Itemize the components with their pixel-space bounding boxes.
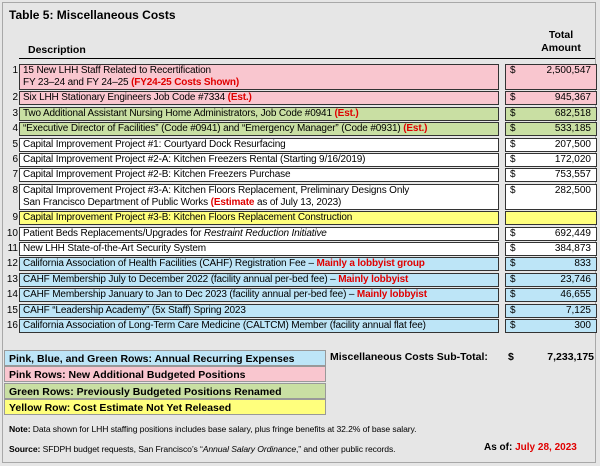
total-amount-column-header bbox=[534, 29, 588, 55]
row-amount: 7,125 bbox=[565, 304, 591, 316]
legend-item-pink: Pink Rows: New Additional Budgeted Positions bbox=[4, 366, 326, 382]
row-amount: 46,655 bbox=[560, 289, 591, 301]
source-label: Source: bbox=[9, 444, 41, 454]
footnote bbox=[9, 424, 416, 434]
source-text-b: ,” and other public records. bbox=[296, 444, 396, 454]
row-amount-cell bbox=[505, 122, 597, 136]
row-description bbox=[19, 91, 499, 105]
currency-symbol: $ bbox=[510, 92, 516, 104]
row-description bbox=[19, 257, 499, 271]
row-number: 2 bbox=[12, 92, 18, 104]
description-line bbox=[23, 320, 498, 332]
table-row bbox=[0, 319, 598, 333]
description-line bbox=[23, 274, 498, 286]
currency-symbol: $ bbox=[510, 243, 516, 254]
description-highlight: (Est.) bbox=[227, 92, 252, 104]
table-row bbox=[0, 64, 598, 90]
currency-symbol: $ bbox=[510, 65, 516, 76]
table-row bbox=[0, 153, 598, 167]
row-amount-cell bbox=[505, 168, 597, 182]
row-number: 15 bbox=[6, 304, 18, 316]
description-line bbox=[23, 169, 498, 181]
description-line bbox=[23, 289, 498, 301]
row-description bbox=[19, 153, 499, 167]
row-amount-cell bbox=[505, 153, 597, 167]
description-highlight: Mainly a lobbyist group bbox=[316, 258, 425, 270]
table-row bbox=[0, 184, 598, 210]
row-amount: 23,746 bbox=[560, 273, 591, 285]
table-row bbox=[0, 273, 598, 287]
row-amount-cell bbox=[505, 288, 597, 302]
row-amount-cell bbox=[505, 257, 597, 271]
row-number: 16 bbox=[6, 320, 18, 331]
row-amount: 692,449 bbox=[554, 227, 591, 239]
description-line bbox=[23, 212, 498, 224]
header-rule bbox=[19, 58, 595, 59]
row-number: 1 bbox=[12, 65, 18, 76]
table-row bbox=[0, 242, 598, 256]
table-row bbox=[0, 122, 598, 136]
source-line bbox=[9, 444, 395, 454]
row-amount-cell bbox=[505, 138, 597, 152]
description-line bbox=[23, 305, 498, 317]
source-text-a: SFDPH budget requests, San Francisco’s “ bbox=[40, 444, 203, 454]
description-line bbox=[23, 108, 498, 120]
legend-item-blue: Pink, Blue, and Green Rows: Annual Recurring Expenses bbox=[4, 350, 326, 366]
total-header-line1: Total bbox=[548, 29, 574, 41]
row-amount-cell bbox=[505, 211, 597, 225]
description-line bbox=[23, 185, 498, 197]
description-line bbox=[23, 154, 498, 166]
currency-symbol: $ bbox=[510, 169, 516, 181]
row-amount: 207,500 bbox=[554, 138, 591, 150]
description-text: FY 23–24 and FY 24–25 bbox=[23, 77, 132, 88]
row-amount-cell bbox=[505, 273, 597, 287]
description-text: California Association of Long-Term Care Medicine (CALTCM) Member (facility annual flat fee) bbox=[23, 320, 426, 331]
row-amount: 282,500 bbox=[554, 184, 591, 196]
description-highlight: Mainly lobbyist bbox=[338, 273, 409, 285]
row-number: 13 bbox=[6, 273, 18, 285]
row-number: 4 bbox=[12, 123, 18, 135]
note-label: Note: bbox=[9, 424, 31, 434]
source-italic: Annual Salary Ordinance bbox=[202, 444, 296, 454]
description-line bbox=[23, 243, 498, 255]
legend-item-green: Green Rows: Previously Budgeted Positions Renamed bbox=[4, 383, 326, 399]
description-text: Capital Improvement Project #3-A: Kitchen Floors Replacement, Preliminary Designs Only bbox=[23, 184, 410, 196]
description-line bbox=[23, 123, 498, 135]
table-title: Table 5: Miscellaneous Costs bbox=[9, 8, 176, 22]
description-line bbox=[23, 228, 498, 240]
description-line bbox=[23, 92, 498, 104]
row-description bbox=[19, 211, 499, 225]
row-number: 10 bbox=[6, 227, 18, 239]
description-text: CAHF Membership July to December 2022 (facility annual per-bed fee) – bbox=[23, 273, 339, 285]
legend-item-yellow: Yellow Row: Cost Estimate Not Yet Released bbox=[4, 399, 326, 415]
row-description bbox=[19, 288, 499, 302]
row-description bbox=[19, 184, 499, 210]
description-line bbox=[23, 77, 498, 89]
row-number: 7 bbox=[12, 169, 18, 181]
description-text: CAHF “Leadership Academy” (5x Staff) Spring 2023 bbox=[23, 304, 246, 316]
description-text: Capital Improvement Project #1: Courtyard Dock Resurfacing bbox=[23, 138, 286, 150]
table-row bbox=[0, 91, 598, 105]
description-text: “Executive Director of Facilities” (Code #0941) and “Emergency Manager” (Code #0931) bbox=[23, 123, 404, 135]
description-text: 15 New LHH Staff Related to Recertification bbox=[23, 65, 211, 76]
row-amount: 533,185 bbox=[554, 123, 591, 135]
row-amount: 833 bbox=[574, 258, 591, 270]
row-amount-cell bbox=[505, 242, 597, 256]
row-description bbox=[19, 242, 499, 256]
row-description bbox=[19, 168, 499, 182]
row-description bbox=[19, 273, 499, 287]
row-amount-cell bbox=[505, 64, 597, 90]
subtotal-amount: 7,233,175 bbox=[547, 351, 594, 363]
row-number: 11 bbox=[7, 243, 18, 254]
as-of-date bbox=[484, 442, 577, 453]
description-text: Patient Beds Replacements/Upgrades for bbox=[23, 227, 204, 239]
description-highlight: (Estimate bbox=[210, 196, 255, 208]
description-text: Capital Improvement Project #2-B: Kitchen Freezers Purchase bbox=[23, 169, 291, 181]
description-text: Six LHH Stationary Engineers Job Code #7334 bbox=[23, 92, 228, 104]
description-text: Capital Improvement Project #2-A: Kitchen Freezers Rental (Starting 9/16/2019) bbox=[23, 154, 366, 165]
description-text: New LHH State-of-the-Art Security System bbox=[23, 243, 206, 254]
table-row bbox=[0, 211, 598, 225]
row-number: 8 bbox=[12, 184, 18, 196]
total-header-line2: Amount bbox=[541, 42, 581, 54]
row-amount-cell bbox=[505, 227, 597, 241]
as-of-value: July 28, 2023 bbox=[515, 442, 577, 453]
currency-symbol: $ bbox=[510, 289, 516, 301]
table-row bbox=[0, 168, 598, 182]
subtotal-label: Miscellaneous Costs Sub-Total: bbox=[330, 351, 488, 363]
description-highlight: (Est.) bbox=[403, 123, 428, 135]
description-highlight: (FY24-25 Costs Shown) bbox=[131, 77, 240, 88]
currency-symbol: $ bbox=[510, 138, 516, 150]
description-text: California Association of Health Facilities (CAHF) Registration Fee – bbox=[23, 258, 317, 270]
description-text: San Francisco Department of Public Works bbox=[23, 196, 211, 208]
row-number: 3 bbox=[12, 107, 18, 119]
description-highlight: (Est.) bbox=[334, 107, 359, 119]
table-row bbox=[0, 288, 598, 302]
currency-symbol: $ bbox=[510, 184, 516, 196]
row-amount-cell bbox=[505, 304, 597, 318]
description-text: CAHF Membership January to Jan to Dec 2023 (facility annual per-bed fee) – bbox=[23, 289, 357, 301]
row-number: 9 bbox=[12, 212, 18, 224]
currency-symbol: $ bbox=[510, 320, 516, 331]
description-text: Two Additional Assistant Nursing Home Administrators, Job Code #0941 bbox=[23, 107, 335, 119]
row-description bbox=[19, 64, 499, 90]
description-highlight: Mainly lobbyist bbox=[356, 289, 427, 301]
row-amount-cell bbox=[505, 184, 597, 210]
currency-symbol: $ bbox=[510, 123, 516, 135]
row-number: 12 bbox=[6, 258, 18, 270]
currency-symbol: $ bbox=[510, 154, 516, 165]
row-amount: 682,518 bbox=[554, 107, 591, 119]
currency-symbol: $ bbox=[510, 258, 516, 270]
row-number: 5 bbox=[12, 138, 18, 150]
table-row bbox=[0, 304, 598, 318]
row-description bbox=[19, 122, 499, 136]
note-text: Data shown for LHH staffing positions includes base salary, plus fringe benefits at 32.2% of base salary. bbox=[30, 424, 417, 434]
description-line bbox=[23, 258, 498, 270]
row-amount: 172,020 bbox=[554, 154, 591, 165]
description-text: Capital Improvement Project #3-B: Kitchen Floors Replacement Construction bbox=[23, 212, 353, 224]
row-description bbox=[19, 107, 499, 121]
subtotal-currency: $ bbox=[508, 351, 514, 363]
row-description bbox=[19, 138, 499, 152]
row-amount-cell bbox=[505, 91, 597, 105]
row-amount-cell bbox=[505, 319, 597, 333]
row-amount: 300 bbox=[574, 320, 591, 331]
row-amount: 384,873 bbox=[554, 243, 591, 254]
row-amount: 945,367 bbox=[554, 92, 591, 104]
currency-symbol: $ bbox=[510, 273, 516, 285]
description-italic: Restraint Reduction Initiative bbox=[203, 227, 327, 239]
table-row bbox=[0, 107, 598, 121]
currency-symbol: $ bbox=[510, 304, 516, 316]
row-number: 6 bbox=[12, 154, 18, 165]
description-line bbox=[23, 139, 498, 151]
table-row bbox=[0, 227, 598, 241]
description-line bbox=[23, 197, 498, 209]
description-column-header: Description bbox=[28, 44, 86, 56]
row-amount: 2,500,547 bbox=[546, 65, 591, 76]
row-amount: 753,557 bbox=[554, 169, 591, 181]
description-tail: as of July 13, 2023) bbox=[254, 196, 342, 208]
table-row bbox=[0, 257, 598, 271]
currency-symbol: $ bbox=[510, 227, 516, 239]
currency-symbol: $ bbox=[510, 107, 516, 119]
row-number: 14 bbox=[6, 289, 18, 301]
row-description bbox=[19, 227, 499, 241]
row-description bbox=[19, 304, 499, 318]
description-line bbox=[23, 65, 498, 77]
as-of-label: As of: bbox=[484, 442, 516, 453]
row-amount-cell bbox=[505, 107, 597, 121]
row-description bbox=[19, 319, 499, 333]
table-row bbox=[0, 138, 598, 152]
